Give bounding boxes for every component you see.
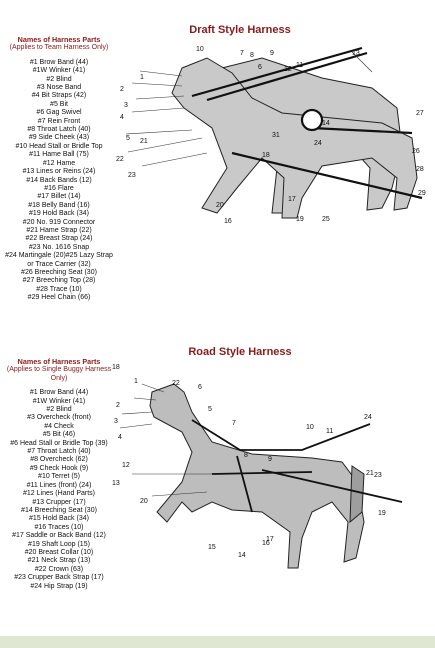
- draft-part-item: #6 Gag Swivel: [36, 109, 82, 117]
- draft-callout-number: 13: [352, 50, 360, 57]
- draft-callout-number: 25: [322, 216, 330, 223]
- draft-part-item: #1W Winker (41): [32, 67, 86, 75]
- road-part-item: #9 Check Hook (9): [29, 464, 89, 472]
- road-callout-number: 3: [114, 418, 118, 425]
- draft-callout-number: 24: [314, 140, 322, 147]
- road-callout-number: 1: [134, 378, 138, 385]
- road-legend-title: Names of Harness Parts: [17, 357, 101, 366]
- road-callout-number: 6: [198, 384, 202, 391]
- draft-part-item: #11 Hame Ball (75): [29, 151, 89, 159]
- draft-part-item: #12 Hame: [42, 159, 76, 167]
- footer-band: [0, 636, 435, 648]
- road-part-item: #12 Lines (Hand Parts): [23, 490, 95, 498]
- draft-callout-number: 18: [262, 152, 270, 159]
- draft-part-item: #16 Flare: [44, 184, 74, 192]
- draft-part-item: #10 Head Stall or Bridle Top: [15, 142, 103, 150]
- draft-callout-number: 14: [322, 120, 330, 127]
- draft-part-item: #5 Bit: [50, 100, 68, 108]
- draft-callout-number: 20: [216, 202, 224, 209]
- road-part-item: #4 Check: [44, 422, 74, 430]
- draft-legend-title: Names of Harness Parts: [17, 35, 101, 44]
- road-part-item: #16 Traces (10): [34, 523, 84, 531]
- draft-callout-number: 17: [288, 196, 296, 203]
- draft-legend: [0, 36, 118, 303]
- draft-callout-number: 29: [418, 190, 426, 197]
- draft-callout-number: 9: [270, 50, 274, 57]
- road-part-item: #7 Throat Latch (40): [27, 448, 91, 456]
- draft-part-item: #8 Throat Latch (40): [27, 126, 91, 134]
- draft-callout-number: 19: [296, 216, 304, 223]
- road-callout-number: 19: [378, 510, 386, 517]
- road-harness-figure: [112, 362, 430, 574]
- draft-part-item: #7 Rein Front: [37, 117, 81, 125]
- road-callout-number: 12: [122, 462, 130, 469]
- draft-callout-number: 31: [272, 132, 280, 139]
- road-part-item: #15 Hold Back (34): [29, 515, 89, 523]
- road-parts-list: [0, 389, 118, 591]
- road-part-item: #1W Winker (41): [32, 397, 86, 405]
- road-part-item: #23 Crupper Back Strap (17): [14, 574, 104, 582]
- draft-part-item: #2 Blind: [46, 75, 72, 83]
- road-part-item: #3 Overcheck (front): [27, 414, 91, 422]
- draft-callout-number: 3: [124, 102, 128, 109]
- road-callout-number: 21: [366, 470, 374, 477]
- road-callout-number: 22: [172, 380, 180, 387]
- road-part-item: #14 Breeching Seat (30): [21, 506, 97, 514]
- road-part-item: #22 Crown (63): [34, 565, 84, 573]
- road-callout-number: 4: [118, 434, 122, 441]
- road-callout-number: 13: [112, 480, 120, 487]
- draft-horse-illustration: [112, 38, 430, 226]
- road-callout-number: 7: [232, 420, 236, 427]
- draft-part-item: #3 Nose Band: [36, 84, 82, 92]
- road-callout-number: 20: [140, 498, 148, 505]
- road-part-item: #17 Saddle or Back Band (12): [12, 532, 106, 540]
- road-part-item: #21 Neck Strap (13): [27, 557, 91, 565]
- road-callout-number: 11: [326, 428, 334, 435]
- draft-part-item: #18 Belly Band (16): [28, 201, 90, 209]
- road-callout-number: 2: [116, 402, 120, 409]
- road-part-item: #2 Blind: [46, 406, 72, 414]
- draft-part-item: #9 Side Cheek (43): [28, 134, 90, 142]
- road-part-item: #6 Head Stall or Bridle Top (39): [10, 439, 108, 447]
- draft-title: Draft Style Harness: [189, 24, 291, 36]
- road-callout-number: 10: [306, 424, 314, 431]
- draft-callout-number: 10: [196, 46, 204, 53]
- draft-callout-number: 11: [296, 62, 304, 69]
- draft-callout-number: 8: [250, 52, 254, 59]
- road-callout-number: 5: [208, 406, 212, 413]
- draft-part-item: #26 Breeching Seat (30): [21, 268, 97, 276]
- draft-part-item: #19 Hold Back (34): [29, 210, 89, 218]
- draft-callout-number: 1: [140, 74, 144, 81]
- draft-part-item: #4 Bit Straps (42): [31, 92, 87, 100]
- draft-callout-number: 26: [412, 148, 420, 155]
- draft-part-item: #17 Billet (14): [37, 193, 81, 201]
- road-callout-number: 16: [262, 540, 270, 547]
- road-callout-number: 24: [364, 414, 372, 421]
- draft-callout-number: 2: [120, 86, 124, 93]
- draft-part-item: #23 No. 1616 Snap: [28, 243, 90, 251]
- road-part-item: #19 Shaft Loop (15): [28, 540, 90, 548]
- draft-parts-list: [0, 59, 118, 303]
- draft-callout-number: 23: [128, 172, 136, 179]
- road-part-item: #24 Hip Strap (19): [30, 582, 88, 590]
- draft-legend-subtitle: (Applies to Team Harness Only): [9, 44, 109, 52]
- road-callout-number: 23: [374, 472, 382, 479]
- road-part-item: #13 Crupper (17): [32, 498, 86, 506]
- draft-callout-number: 27: [416, 110, 424, 117]
- road-part-item: #10 Terret (5): [38, 473, 80, 481]
- road-title: Road Style Harness: [188, 346, 292, 358]
- draft-part-item: #14 Back Bands (12): [26, 176, 92, 184]
- draft-part-item: #20 No. 919 Connector: [22, 218, 96, 226]
- draft-part-item: #29 Heel Chain (66): [27, 294, 91, 302]
- draft-harness-figure: [112, 38, 430, 226]
- draft-callout-number: 7: [240, 50, 244, 57]
- road-part-item: #20 Breast Collar (10): [24, 548, 94, 556]
- draft-callout-number: 12: [284, 66, 292, 73]
- draft-callout-number: 28: [416, 166, 424, 173]
- road-callout-number: 8: [244, 452, 248, 459]
- draft-part-item: #21 Hame Strap (22): [26, 226, 92, 234]
- road-part-item: #8 Overcheck (62): [30, 456, 88, 464]
- road-callout-number: 9: [268, 456, 272, 463]
- road-horse-illustration: [112, 362, 430, 574]
- draft-part-item: #13 Lines or Reins (24): [22, 168, 96, 176]
- road-callout-number: 14: [238, 552, 246, 559]
- draft-callout-number: 22: [116, 156, 124, 163]
- draft-part-item: #27 Breeching Top (28): [22, 277, 96, 285]
- draft-callout-number: 16: [224, 218, 232, 225]
- draft-callout-number: 21: [140, 138, 148, 145]
- road-part-item: #5 Bit (46): [42, 431, 76, 439]
- draft-callout-number: 6: [258, 64, 262, 71]
- draft-callout-number: 5: [126, 135, 130, 142]
- road-part-item: #1 Brow Band (44): [29, 389, 89, 397]
- draft-part-item: #1 Brow Band (44): [29, 58, 89, 66]
- road-part-item: #11 Lines (front) (24): [26, 481, 92, 489]
- draft-part-item: #28 Trace (10): [36, 285, 82, 293]
- draft-part-item: #24 Martingale (20)#25 Lazy Strap or Trace Carrier (32): [5, 252, 113, 268]
- road-callout-number: 18: [112, 364, 120, 371]
- road-horse-body: [150, 384, 364, 568]
- road-callout-number: 17: [266, 536, 274, 543]
- draft-callout-number: 4: [120, 114, 124, 121]
- draft-part-item: #22 Breast Strap (24): [25, 235, 93, 243]
- road-legend: [0, 358, 118, 591]
- road-legend-subtitle: (Applies to Single Buggy Harness Only): [6, 366, 112, 382]
- road-callout-number: 15: [208, 544, 216, 551]
